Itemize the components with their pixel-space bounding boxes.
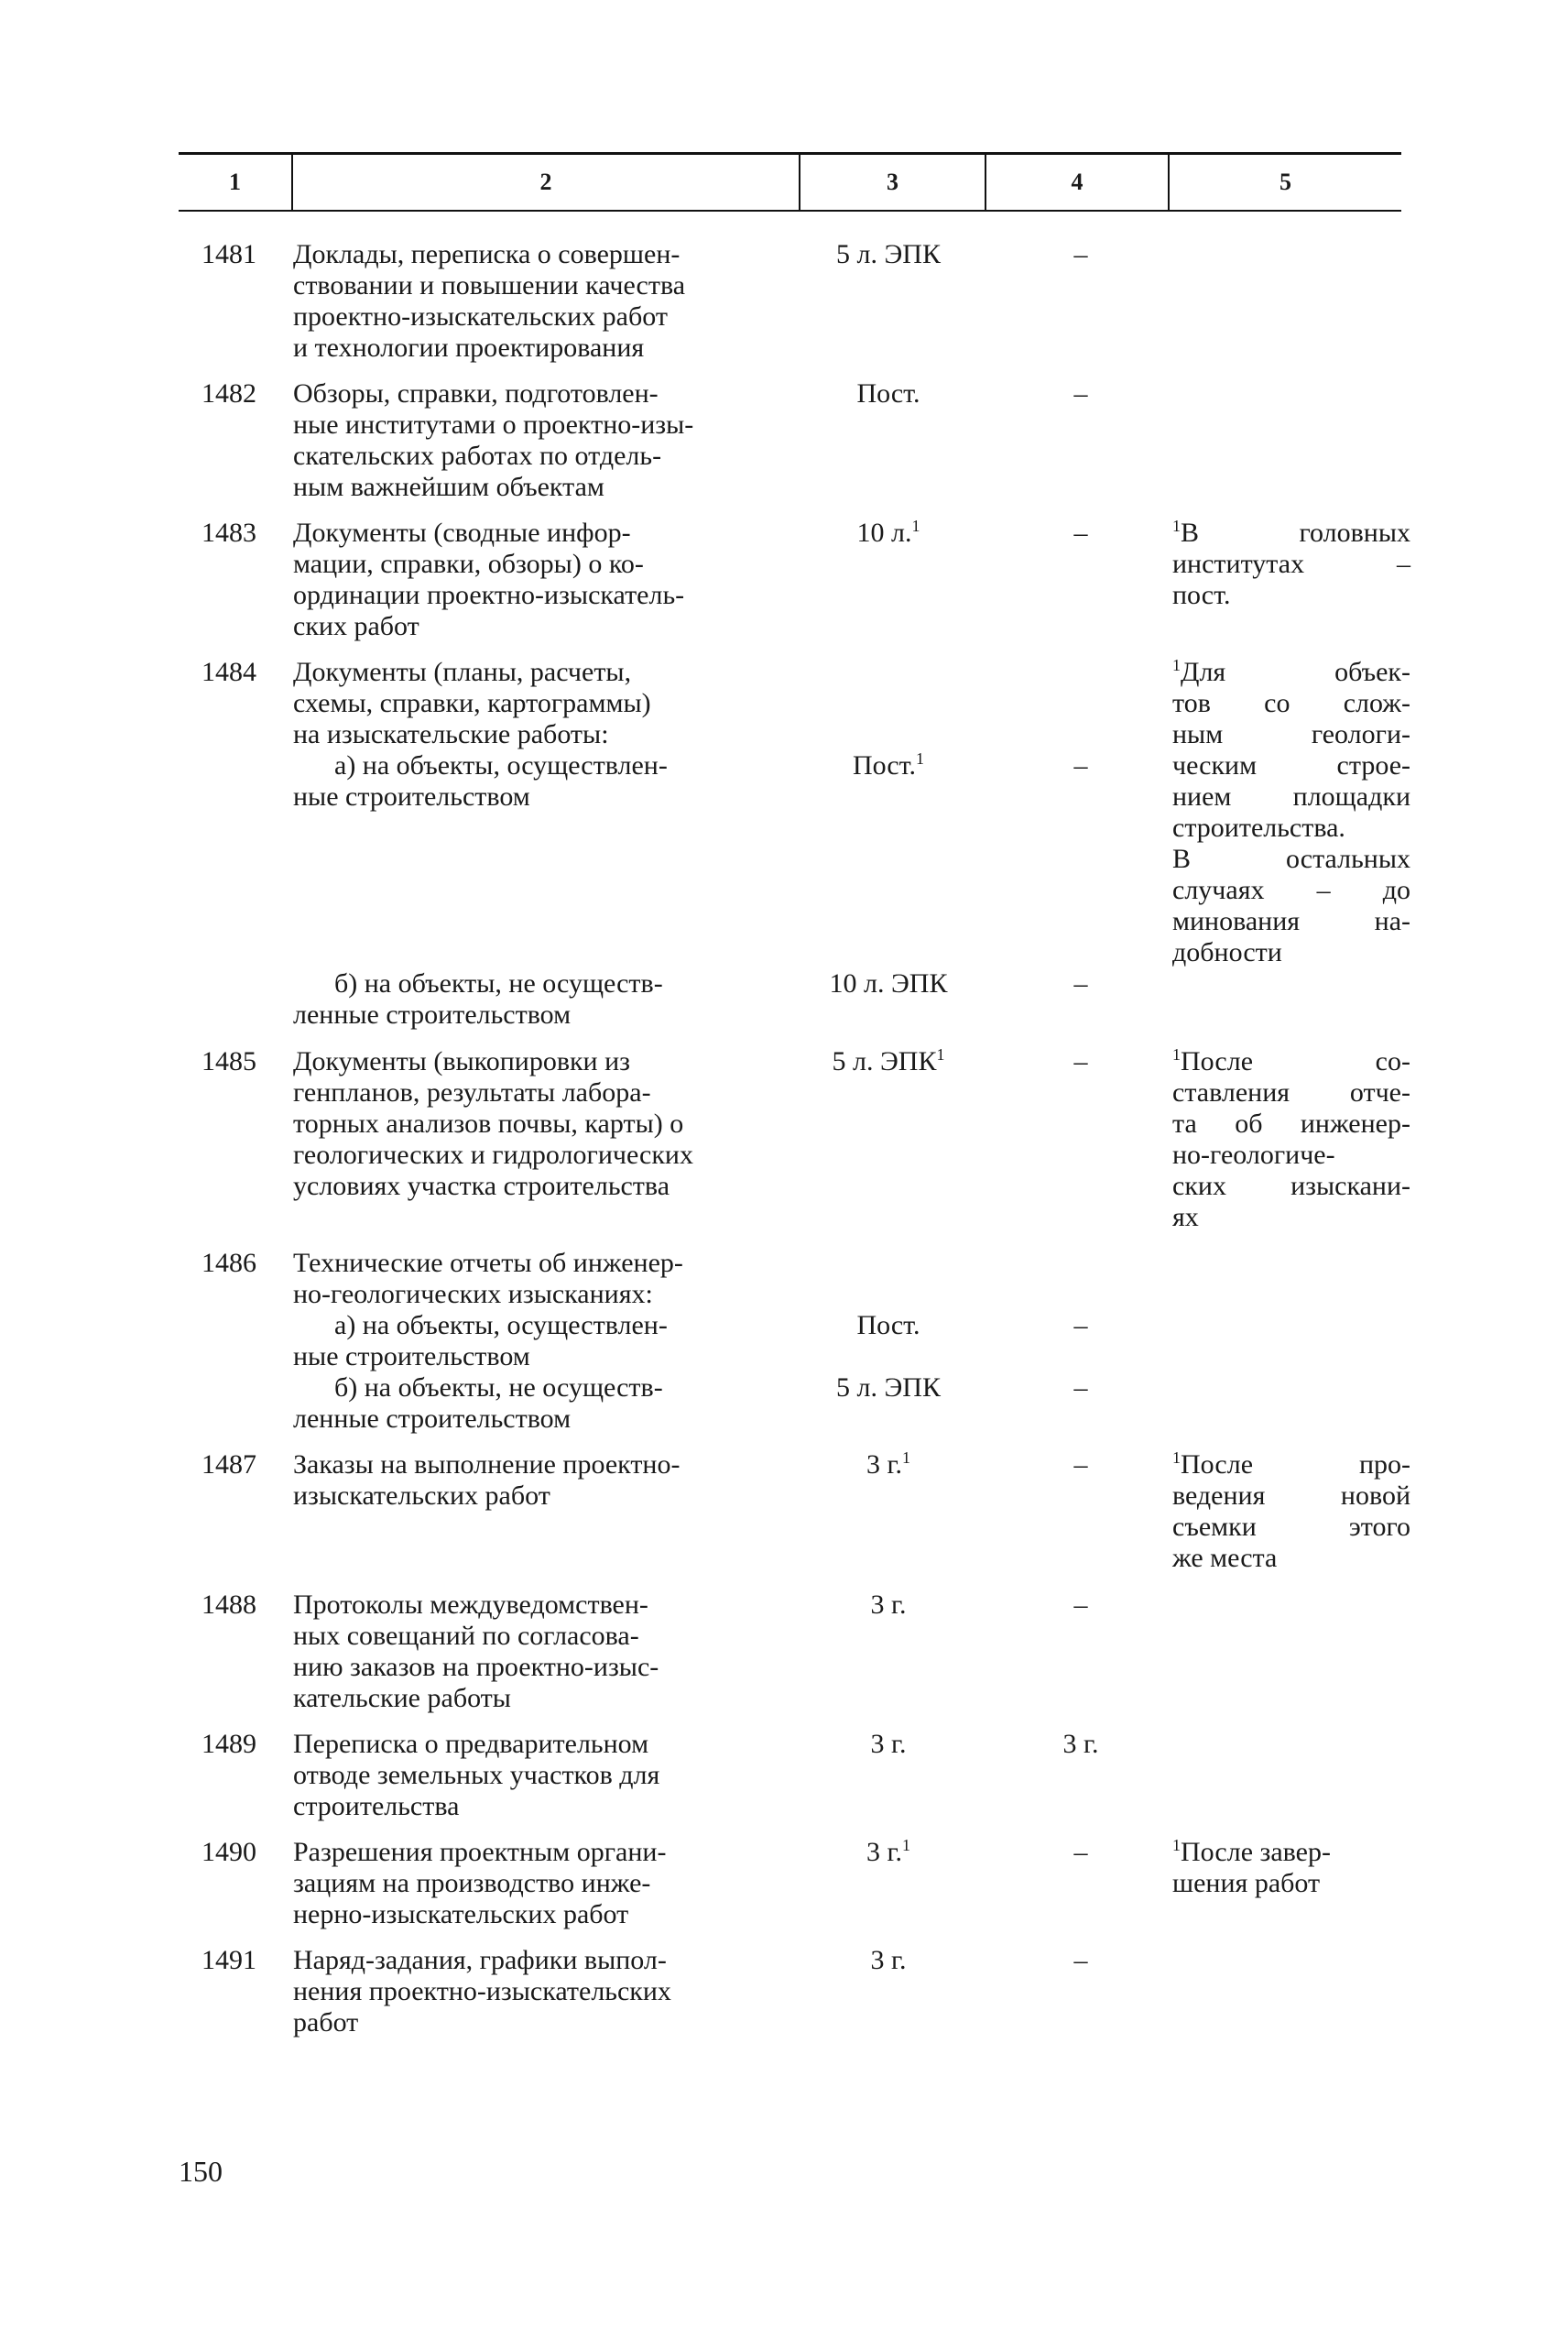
note-line: В остальных	[1172, 844, 1410, 874]
page-number: 150	[179, 2155, 223, 2188]
note-line: та об инженер-	[1172, 1109, 1410, 1139]
note-line: минования на-	[1172, 906, 1410, 936]
footnote-note	[1172, 518, 1410, 611]
retention-period: 3 г.	[870, 1590, 907, 1620]
row-number: 1485	[201, 1046, 256, 1076]
retention-other: –	[1073, 1310, 1088, 1340]
note-line: $^1$После завер-	[1172, 1836, 1331, 1867]
period-value: 10 л.	[856, 518, 912, 548]
row-number: 1484	[201, 657, 256, 687]
row-number: 1490	[201, 1837, 256, 1867]
row-subitem: б) на объекты, не осуществ- ленные строительством	[293, 968, 663, 1030]
row-description: Документы (сводные инфор- мации, справки, обзоры) о ко- ординации проектно-изыскатель- ских работ	[293, 518, 685, 641]
note-line: ческим строе-	[1172, 750, 1410, 781]
row-number: 1482	[201, 378, 256, 409]
column-header: 4	[1071, 169, 1083, 195]
period-value: Пост.	[852, 750, 917, 781]
retention-other: –	[1073, 1590, 1088, 1620]
footnote-note	[1172, 1046, 1410, 1233]
retention-period	[797, 1449, 980, 1480]
note-line: ведения новой	[1172, 1480, 1410, 1511]
footnote-note	[1172, 1449, 1410, 1574]
retention-period	[797, 518, 980, 549]
row-description: Наряд-задания, графики выпол- нения проектно-изыскательских работ	[293, 1945, 671, 2037]
row-number: 1481	[201, 239, 256, 269]
note-line: ских изыскани-	[1172, 1171, 1410, 1201]
row-description: Обзоры, справки, подготовлен- ные институтами о проектно-изы- скательских работах по отдель- ным важнейшим объектам	[293, 378, 694, 502]
row-description: Разрешения проектным органи- зациям на производство инже- нерно-изыскательских работ	[293, 1837, 667, 1929]
row-number: 1489	[201, 1729, 256, 1759]
row-description: Доклады, переписка о совершен- ствовании и повышении качества проектно-изыскательских работ и технологии проектирования	[293, 239, 686, 363]
note-line: же места	[1172, 1543, 1278, 1573]
retention-period: 10 л. ЭПК	[829, 968, 948, 999]
note-line: шения работ	[1172, 1868, 1321, 1898]
note-line: добности	[1172, 937, 1282, 967]
column-header: 1	[229, 169, 241, 195]
note-line: $^1$После про-	[1172, 1448, 1410, 1480]
note-line: $^1$После со-	[1172, 1045, 1410, 1076]
retention-other: –	[1073, 518, 1088, 548]
retention-period	[797, 1046, 980, 1077]
row-subitem: а) на объекты, осуществлен- ные строительством	[293, 1310, 668, 1371]
row-number: 1486	[201, 1248, 256, 1278]
footnote-mark: 1	[911, 517, 920, 535]
row-subitem: а) на объекты, осуществлен- ные строительством	[293, 750, 668, 812]
footnote-mark: 1	[1172, 1045, 1181, 1064]
retention-period	[797, 750, 980, 781]
footnote-mark: 1	[916, 749, 925, 768]
retention-period: 3 г.	[870, 1729, 907, 1759]
footnote-mark: 1	[936, 1045, 945, 1064]
footnote-note	[1172, 1837, 1410, 1899]
note-line: институтах –	[1172, 549, 1410, 579]
header-top-rule	[179, 152, 1401, 155]
row-number: 1491	[201, 1945, 256, 1975]
footnote-mark: 1	[1172, 1836, 1181, 1854]
footnote-mark: 1	[1172, 656, 1181, 674]
note-line: строительства.	[1172, 813, 1345, 843]
note-line: $^1$Для объек-	[1172, 656, 1410, 687]
column-header: 2	[539, 169, 552, 195]
retention-other: –	[1073, 378, 1088, 409]
retention-period	[797, 1837, 980, 1868]
retention-period: 5 л. ЭПК	[836, 1372, 941, 1403]
note-line: нием площадки	[1172, 781, 1410, 812]
note-line: ным геологи-	[1172, 719, 1410, 749]
row-description: Документы (планы, расчеты, схемы, справки, картограммы) на изыскательские работы:	[293, 657, 651, 749]
retention-other: –	[1073, 1945, 1088, 1975]
retention-period: 3 г.	[870, 1945, 907, 1975]
retention-other: –	[1073, 1046, 1088, 1076]
note-line: $^1$В головных	[1172, 517, 1410, 548]
row-description: Документы (выкопировки из генпланов, результаты лабора- торных анализов почвы, карты) о геологических и гидрологических условиях участка строительства	[293, 1046, 693, 1201]
footnote-note	[1172, 657, 1410, 968]
row-number: 1483	[201, 518, 256, 548]
row-subitem: б) на объекты, не осуществ- ленные строительством	[293, 1372, 663, 1434]
row-number: 1488	[201, 1590, 256, 1620]
note-line: пост.	[1172, 580, 1231, 610]
column-header: 5	[1279, 169, 1291, 195]
footnote-mark: 1	[901, 1448, 910, 1467]
note-line: ставления отче-	[1172, 1077, 1410, 1108]
period-value: 3 г.	[866, 1449, 902, 1480]
row-description: Заказы на выполнение проектно- изыскательских работ	[293, 1449, 681, 1511]
row-description: Технические отчеты об инженер- но-геологических изысканиях:	[293, 1248, 683, 1309]
column-header: 3	[887, 169, 898, 195]
retention-other: 3 г.	[1062, 1729, 1099, 1759]
note-line: случаях – до	[1172, 875, 1410, 905]
retention-other: –	[1073, 1372, 1088, 1403]
retention-other: –	[1073, 239, 1088, 269]
footnote-mark: 1	[1172, 1448, 1181, 1467]
period-value: 5 л. ЭПК	[832, 1046, 937, 1076]
retention-period: 5 л. ЭПК	[836, 239, 941, 269]
period-value: 3 г.	[866, 1837, 902, 1867]
retention-period: Пост.	[856, 378, 920, 409]
retention-other: –	[1073, 750, 1088, 781]
retention-other: –	[1073, 968, 1088, 999]
retention-other: –	[1073, 1837, 1088, 1867]
note-line: но-геологиче-	[1172, 1140, 1335, 1170]
row-description: Переписка о предварительном отводе земельных участков для строительства	[293, 1729, 660, 1821]
retention-other: –	[1073, 1449, 1088, 1480]
note-line: съемки этого	[1172, 1512, 1410, 1542]
retention-period: Пост.	[856, 1310, 920, 1340]
note-line: тов со слож-	[1172, 688, 1410, 718]
footnote-mark: 1	[901, 1836, 910, 1854]
row-number: 1487	[201, 1449, 256, 1480]
row-description: Протоколы междуведомствен- ных совещаний по согласова- нию заказов на проектно-изыс- кательские работы	[293, 1590, 659, 1713]
footnote-mark: 1	[1172, 517, 1181, 535]
header-bottom-rule	[179, 210, 1401, 212]
note-line: ях	[1172, 1202, 1199, 1232]
